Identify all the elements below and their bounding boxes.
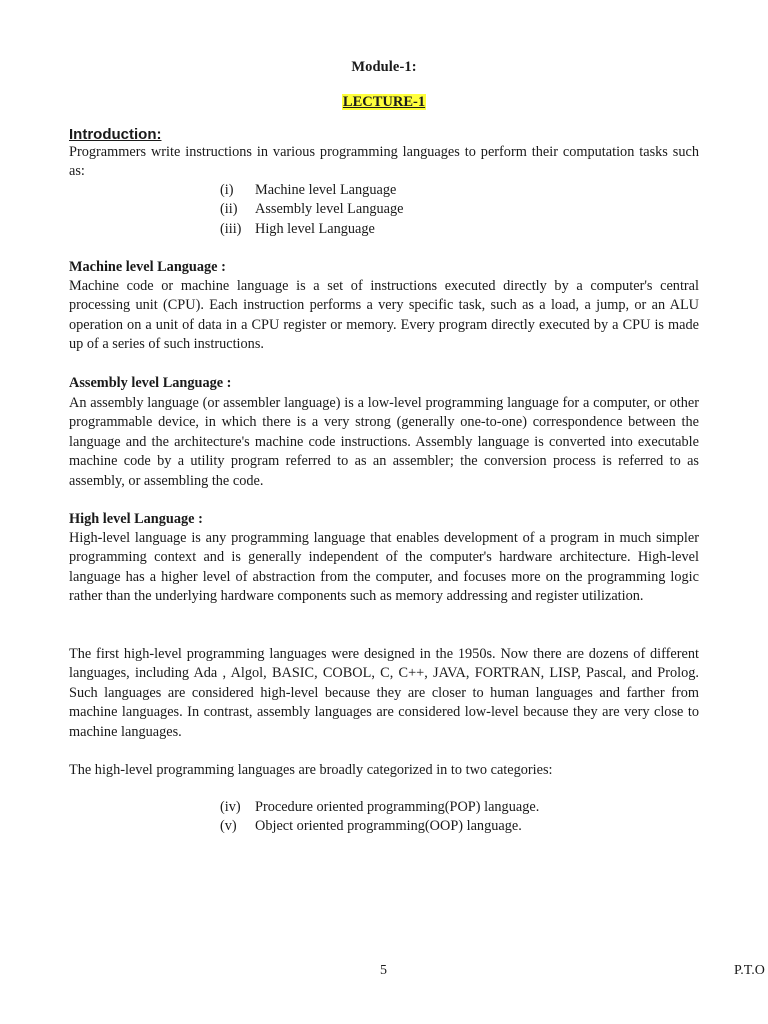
high-level-language-paragraph: High-level language is any programming language that enables development of a program in much simpler programming context and is generally independent of the computer's hardware architecture. High-level language has a higher level of abstraction from the computer, and focuses more on the programming logic rather than the underlying hardware components such as memory addressing and register utilization. [69, 530, 699, 605]
list-item-number: (iv) [220, 799, 241, 815]
list-item-label: Assembly level Language [255, 201, 404, 218]
high-level-language-heading: High level Language : [69, 511, 203, 527]
introduction-heading: Introduction: [69, 126, 162, 143]
list-item [220, 181, 403, 200]
list-item-label: Procedure oriented programming(POP) language. [255, 799, 540, 815]
machine-language-heading: Machine level Language : [69, 259, 226, 275]
lecture-title [0, 94, 768, 111]
machine-language-paragraph: Machine code or machine language is a set of instructions executed directly by a computer's central processing unit (CPU). Each instruction performs a very specific task, such as a load, a jump, or an ALU operation on a unit of data in a CPU register or memory. Every program directly executed by a CPU is made up of a series of such instructions. [69, 278, 699, 353]
assembly-language-heading: Assembly level Language : [69, 375, 232, 391]
list-item-label: High level Language [255, 220, 375, 237]
module-title: Module-1: [351, 59, 417, 75]
high-level-history-paragraph: The first high-level programming languages were designed in the 1950s. Now there are dozens of different languages, including Ada , Algol, BASIC, COBOL, C, C++, JAVA, FORTRAN, LISP, Pascal, and Prolog. Such languages are considered high-level because they are closer to human languages and farther from machine languages. In contrast, assembly languages are considered low-level because they are very close to machine languages. [69, 646, 699, 740]
list-item [220, 200, 403, 219]
list-item [220, 798, 539, 817]
list-item-number: (iii) [220, 220, 242, 237]
list-item [220, 817, 539, 836]
language-types-list [220, 181, 403, 239]
page-number: 5 [380, 963, 387, 978]
list-item-label: Object oriented programming(OOP) language. [255, 818, 522, 835]
lecture-title-highlight: LECTURE-1 [342, 94, 426, 110]
list-item-number: (ii) [220, 201, 238, 218]
list-item-number: (i) [220, 182, 234, 198]
list-item-number: (v) [220, 818, 237, 835]
please-turn-over: P.T.O [734, 963, 765, 978]
categories-list [220, 798, 539, 837]
list-item-label: Machine level Language [255, 182, 397, 198]
introduction-paragraph: Programmers write instructions in various programming languages to perform their computation tasks such as: [69, 144, 699, 180]
list-item [220, 220, 403, 239]
categories-intro-paragraph: The high-level programming languages are broadly categorized in to two categories: [69, 762, 553, 778]
assembly-language-paragraph: An assembly language (or assembler language) is a low-level programming language for a computer, or other programmable device, in which there is a very strong (generally one-to-one) correspondence between the language and the architecture's machine code instructions. Assembly language is converted into executable machine code by a utility program referred to as an assembler; the conversion process is referred to as assembly, or assembling the code. [69, 395, 699, 489]
